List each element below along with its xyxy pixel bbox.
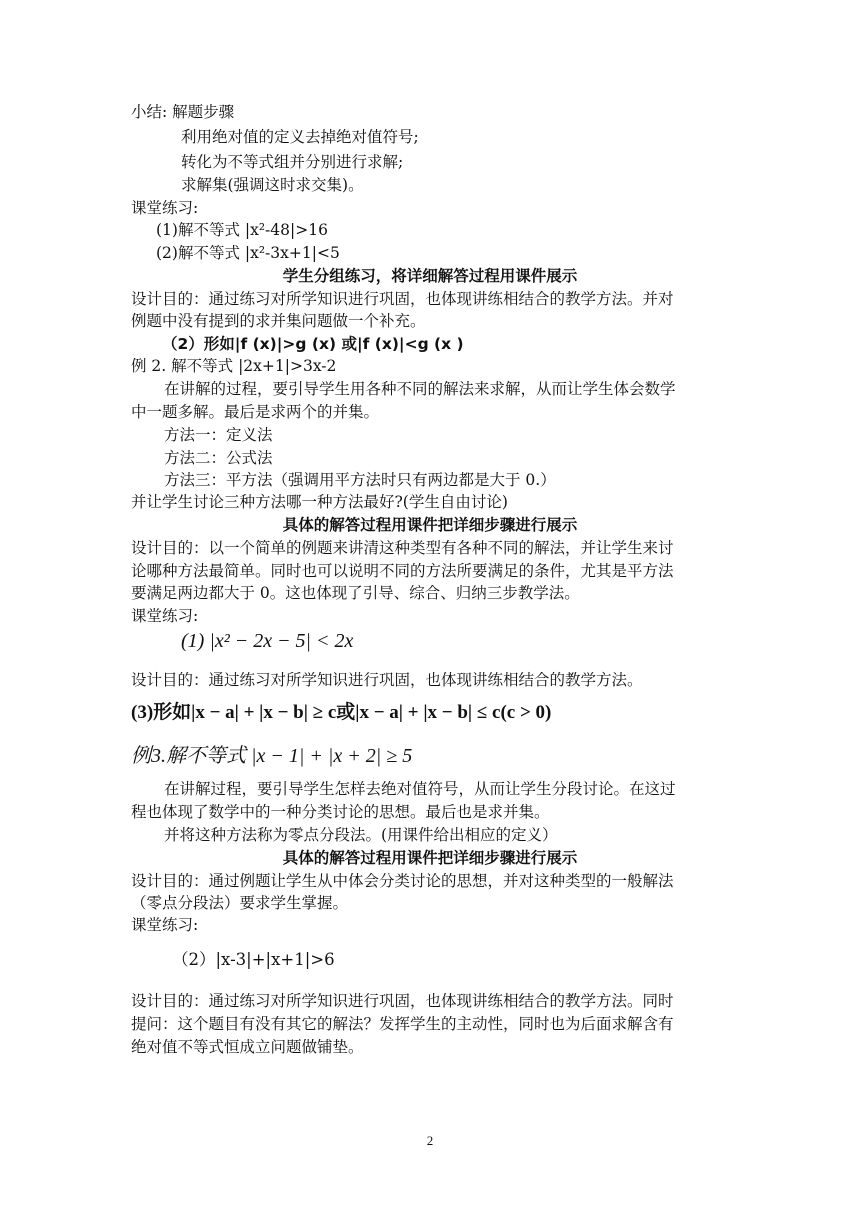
design-purpose-5c: 绝对值不等式恒成立问题做铺垫。	[131, 1038, 364, 1056]
explanation-2b: 中一题多解。最后是求两个的并集。	[131, 403, 380, 421]
section-3-heading: (3)形如|x − a| + |x − b| ≥ c或|x − a| + |x − b| ≤ c(c > 0)	[131, 702, 552, 723]
design-purpose-2a: 设计目的：以一个简单的例题来讲清这种类型有各种不同的解法，并让学生来讨	[131, 539, 674, 557]
explanation-3c: 并将这种方法称为零点分段法。(用课件给出相应的定义）	[164, 826, 558, 844]
practice-heading-2: 课堂练习:	[131, 607, 199, 625]
design-purpose-1b: 例题中没有提到的求并集问题做一个补充。	[131, 312, 426, 330]
design-purpose-4b: （零点分段法）要求学生掌握。	[131, 894, 349, 912]
exercise-2: (2)解不等式 |x²-3x+1|<5	[156, 244, 340, 262]
step-2: 转化为不等式组并分别进行求解;	[181, 153, 404, 171]
design-purpose-5a: 设计目的：通过练习对所学知识进行巩固，也体现讲练相结合的教学方法。同时	[131, 992, 674, 1010]
design-purpose-2c: 要满足两边都大于 0。这也体现了引导、综合、归纳三步教学法。	[131, 584, 580, 602]
practice-formula-1: (1) |x² − 2x − 5| < 2x	[181, 630, 354, 652]
explanation-2a: 在讲解的过程，要引导学生用各种不同的解法来求解，从而让学生体会数学	[164, 380, 676, 398]
explanation-3b: 程也体现了数学中的一种分类讨论的思想。最后也是求并集。	[131, 803, 550, 821]
method-1: 方法一：定义法	[164, 426, 273, 444]
explanation-3a: 在讲解过程，要引导学生怎样去绝对值符号，从而让学生分段讨论。在这过	[164, 780, 676, 798]
courseware-banner-1: 具体的解答过程用课件把详细步骤进行展示	[282, 516, 578, 534]
courseware-banner-2: 具体的解答过程用课件把详细步骤进行展示	[282, 849, 578, 867]
design-purpose-1a: 设计目的：通过练习对所学知识进行巩固，也体现讲练相结合的教学方法。并对	[131, 290, 674, 308]
design-purpose-5b: 提问：这个题目有没有其它的解法？发挥学生的主动性，同时也为后面求解含有	[131, 1015, 674, 1033]
design-purpose-4a: 设计目的：通过例题让学生从中体会分类讨论的思想，并对这种类型的一般解法	[131, 872, 674, 890]
method-3: 方法三：平方法（强调用平方法时只有两边都是大于 0.）	[164, 471, 556, 489]
step-1: 利用绝对值的定义去掉绝对值符号;	[181, 128, 419, 146]
design-purpose-2b: 论哪种方法最简单。同时也可以说明不同的方法所要满足的条件，尤其是平方法	[131, 562, 674, 580]
example-3: 例3.解不等式 |x − 1| + |x + 2| ≥ 5	[131, 745, 413, 767]
practice-heading: 课堂练习:	[131, 199, 199, 217]
section-2-heading: （2）形如|f (x)|>g (x) 或|f (x)|<g (x )	[162, 335, 464, 353]
example-2: 例 2. 解不等式 |2x+1|>3x-2	[131, 357, 337, 375]
design-purpose-3: 设计目的：通过练习对所学知识进行巩固，也体现讲练相结合的教学方法。	[131, 671, 643, 689]
exercise-3: （2）|x-3|+|x+1|>6	[172, 950, 335, 969]
discussion-note: 并让学生讨论三种方法哪一种方法最好?(学生自由讨论)	[131, 493, 508, 511]
practice-heading-3: 课堂练习:	[131, 916, 199, 934]
method-2: 方法二：公式法	[164, 449, 273, 467]
step-3: 求解集(强调这时求交集)。	[181, 176, 364, 194]
page-number: 2	[426, 1133, 434, 1148]
group-practice-banner: 学生分组练习，将详细解答过程用课件展示	[282, 267, 578, 285]
exercise-1: (1)解不等式 |x²-48|>16	[156, 221, 328, 239]
summary-heading: 小结: 解题步骤	[131, 103, 235, 121]
